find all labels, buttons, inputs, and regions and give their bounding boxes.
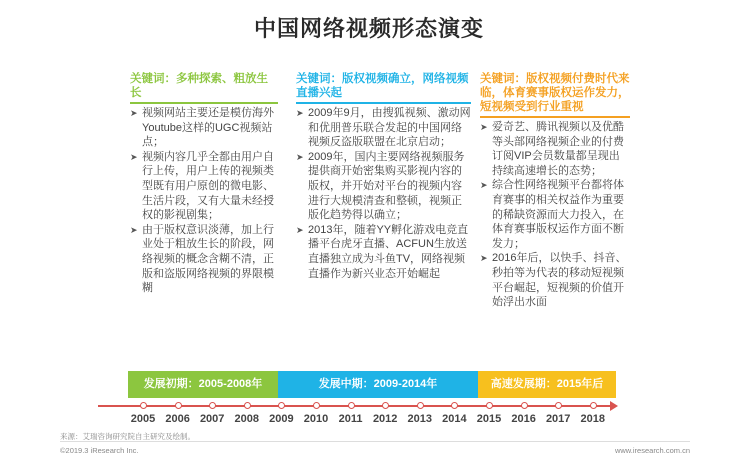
phase-1-keyword-underline (130, 102, 278, 104)
year-label: 2015 (476, 413, 502, 425)
year-tick (555, 402, 562, 409)
site-url: www.iresearch.com.cn (614, 446, 690, 455)
list-item: ➤ 爱奇艺、腾讯视频以及优酷等头部网络视频企业的付费订阅VIP会员数量都呈现出持续高速增长的态势； (480, 121, 624, 177)
year-label: 2012 (372, 413, 398, 425)
phase-1-keyword: 关键词：多种探索、粗放生长 (130, 73, 268, 99)
list-item: ➤ 2009年9月，由搜狐视频、激动网和优朋普乐联合发起的中国网络视频反盗版联盟在北京启动； (296, 107, 471, 149)
source-note: 来源：艾瑞咨询研究院自主研究及绘制。 (60, 432, 195, 441)
year-label: 2007 (199, 413, 225, 425)
year-label: 2005 (130, 413, 156, 425)
phase-1-column (130, 72, 278, 296)
year-label: 2010 (303, 413, 329, 425)
footer-divider (60, 441, 690, 442)
triangle-bullet-icon: ➤ (480, 122, 488, 132)
phase-2-bar: 发展中期：2009-2014年 (278, 371, 478, 398)
year-tick (486, 402, 493, 409)
phase-1-points (130, 106, 278, 296)
phase-3-bar: 高速发展期：2015年后 (478, 371, 616, 398)
year-tick (590, 402, 597, 409)
year-label: 2013 (407, 413, 433, 425)
year-tick (244, 402, 251, 409)
year-label: 2018 (580, 413, 606, 425)
triangle-bullet-icon: ➤ (480, 180, 488, 191)
year-label: 2011 (338, 413, 363, 425)
phase-3-keyword: 关键词：版权视频付费时代来临，体育赛事版权运作发力，短视频受到行业重视 (480, 73, 630, 113)
axis-arrow-icon (610, 401, 618, 411)
list-item: ➤ 综合性网络视频平台都将体育赛事的相关权益作为重要的稀缺资源而大力投入，在体育赛事版权运作方面不断发力； (480, 179, 624, 250)
year-tick (382, 402, 389, 409)
copyright-text: ©2019.3 iResearch Inc. (60, 446, 139, 455)
year-tick (209, 402, 216, 409)
year-label: 2014 (442, 413, 467, 425)
triangle-bullet-icon: ➤ (130, 151, 138, 162)
list-item: ➤ 视频内容几乎全都由用户自行上传，用户上传的视频类型既有用户原创的微电影、生活片段，又有大量未经授权的影视剧集； (130, 150, 274, 222)
year-tick (417, 402, 424, 409)
page-title: 中国网络视频形态演变 (253, 16, 484, 41)
year-tick (451, 402, 458, 409)
list-item: ➤ 2016年后，以快手、抖音、秒拍等为代表的移动短视频平台崛起，短视频的价值开始浮出水面 (480, 252, 627, 309)
phase-2-points (296, 106, 471, 281)
phase-2-column (296, 72, 471, 281)
phase-2-keyword-underline (296, 102, 471, 104)
triangle-bullet-icon: ➤ (130, 108, 138, 118)
year-label: 2009 (269, 413, 294, 425)
year-label: 2006 (165, 413, 190, 425)
triangle-bullet-icon: ➤ (480, 253, 488, 264)
list-item: ➤ 由于版权意识淡薄，加上行业处于粗放生长的阶段，网络视频的概念含糊不清，正版和盗版网络视频的界限模糊 (130, 223, 274, 295)
triangle-bullet-icon: ➤ (296, 151, 304, 162)
year-tick (175, 402, 182, 409)
list-item: ➤ 2013年，随着YY孵化游戏电竞直播平台虎牙直播、ACFUN生放送直播独立成为斗鱼TV，网络视频直播作为新兴业态开始崛起 (296, 223, 469, 280)
phase-2-keyword: 关键词：版权视频确立，网络视频直播兴起 (296, 73, 469, 99)
year-label: 2017 (545, 413, 571, 425)
phase-3-keyword-underline (480, 116, 630, 118)
year-label: 2008 (234, 413, 260, 425)
list-item: ➤ 视频网站主要还是模仿海外Youtube这样的UGC视频站点； (130, 107, 274, 149)
year-tick (140, 402, 147, 409)
year-tick (521, 402, 528, 409)
year-label: 2016 (511, 413, 536, 425)
year-tick (278, 402, 285, 409)
year-tick (348, 402, 355, 409)
phase-1-bar: 发展初期：2005-2008年 (128, 371, 278, 398)
phase-3-column (480, 72, 630, 310)
triangle-bullet-icon: ➤ (296, 108, 304, 118)
year-tick (313, 402, 320, 409)
list-item: ➤ 2009年，国内主要网络视频服务提供商开始密集购买影视内容的版权，并开始对平台的视频内容进行大规模清查和整顿，视频正版化趋势得以确立； (296, 150, 465, 222)
triangle-bullet-icon: ➤ (130, 224, 138, 235)
phase-3-points (480, 120, 630, 310)
year-axis (98, 402, 618, 412)
triangle-bullet-icon: ➤ (296, 224, 304, 235)
